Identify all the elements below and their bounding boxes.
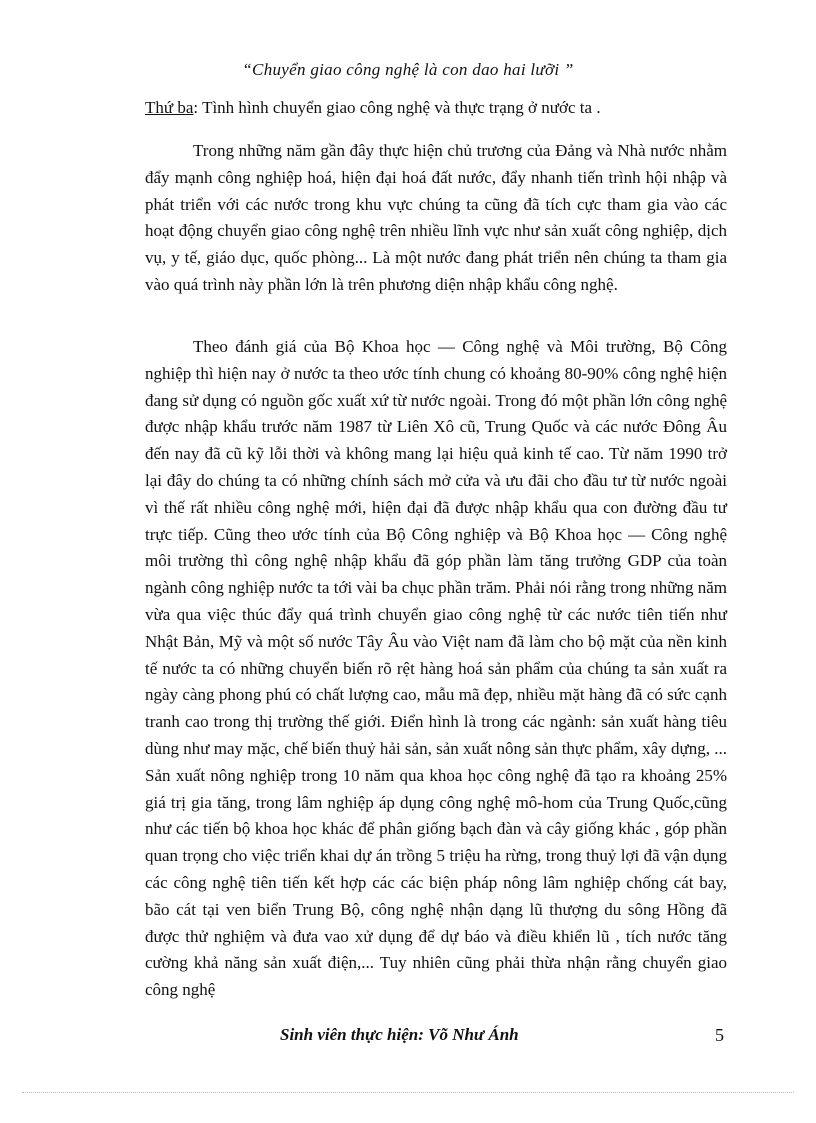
page-header: “Chuyển giao công nghệ là con dao hai lưỡi ”: [242, 60, 574, 79]
bottom-divider: [22, 1092, 794, 1093]
section-title-text: : Tình hình chuyển giao công nghệ và thực trạng ở nước ta .: [193, 98, 601, 117]
paragraph-2: Theo đánh giá của Bộ Khoa học — Công nghệ và Môi trường, Bộ Công nghiệp thì hiện nay ở nước ta theo ước tính chung có khoảng 80-90% công nghệ hiện đang sử dụng có nguồn gốc xuất xứ từ nước ngoài. Trong đó một phần lớn công nghệ được nhập khẩu trước năm 1987 từ Liên Xô cũ, Trung Quốc và các nước Đông Âu đến nay đã cũ kỹ lỗi thời và không mang lại hiệu quả kinh tế cao. Từ năm 1990 trở lại đây do chúng ta có những chính sách mở cửa và ưu đãi cho đầu tư từ nước ngoài vì thế rất nhiều công nghệ mới, hiện đại đã được nhập khẩu qua con đường đầu tư trực tiếp. Cũng theo ước tính của Bộ Công nghiệp và Bộ Khoa học — Công nghệ môi trường thì công nghệ nhập khẩu đã góp phần làm tăng trưởng GDP của toàn ngành công nghiệp nước ta tới vài ba chục phần trăm. Phải nói rằng trong những năm vừa qua việc thúc đẩy quá trình chuyển giao công nghệ từ các nước tiên tiến như Nhật Bản, Mỹ và một số nước Tây Âu vào Việt nam đã làm cho bộ mặt của nền kinh tế nước ta có những chuyển biến rõ rệt hàng hoá sản phẩm của chúng ta sản xuất ra ngày càng phong phú có chất lượng cao, mẫu mã đẹp, nhiều mặt hàng đã có sức cạnh tranh cao trong thị trường thế giới. Điển hình là trong các ngành: sản xuất hàng tiêu dùng như may mặc, chế biến thuỷ hải sản, sản xuất nông sản thực phẩm, xây dựng, ... Sản xuất nông nghiệp trong 10 năm qua khoa học công nghệ đã tạo ra khoảng 25% giá trị gia tăng, trong lâm nghiệp áp dụng công nghệ mô-hom của Trung Quốc,cũng như các tiến bộ khoa học khác để phân giống bạch đàn và cây giống khác , góp phần quan trọng cho việc triển khai dự án trồng 5 triệu ha rừng, trong thuỷ lợi đã vận dụng các công nghệ tiên tiến kết hợp các các biện pháp nông lâm nghiệp chống cát bay, bão cát tại ven biển Trung Bộ, công nghệ nhận dạng lũ thượng du sông Hồng đã được thử nghiệm và đưa vao xử dụng để dự báo và điều khiển lũ , tích nước tăng cường khả năng sản xuất điện,... Tuy nhiên cũng phải thừa nhận rằng chuyển giao công nghệ: [145, 337, 727, 1000]
page-footer: [0, 1025, 816, 1053]
footer-author: Sinh viên thực hiện: Võ Như Ánh: [280, 1025, 519, 1044]
page-number: 5: [715, 1025, 724, 1045]
section-label: Thứ ba: [145, 98, 194, 117]
paragraph-1: Trong những năm gần đây thực hiện chủ trương của Đảng và Nhà nước nhằm đẩy mạnh công nghiệp hoá, hiện đại hoá đất nước, đẩy nhanh tiến trình hội nhập và phát triển với các nước trong khu vực chúng ta cũng đã tích cực tham gia vào các hoạt động chuyển giao công nghệ trên nhiều lĩnh vực như sản xuất công nghiệp, dịch vụ, y tế, giáo dục, quốc phòng... Là một nước đang phát triển nên chúng ta tham gia vào quá trình này phần lớn là trên phương diện nhập khẩu công nghệ.: [145, 141, 727, 294]
section-heading: [145, 97, 725, 119]
